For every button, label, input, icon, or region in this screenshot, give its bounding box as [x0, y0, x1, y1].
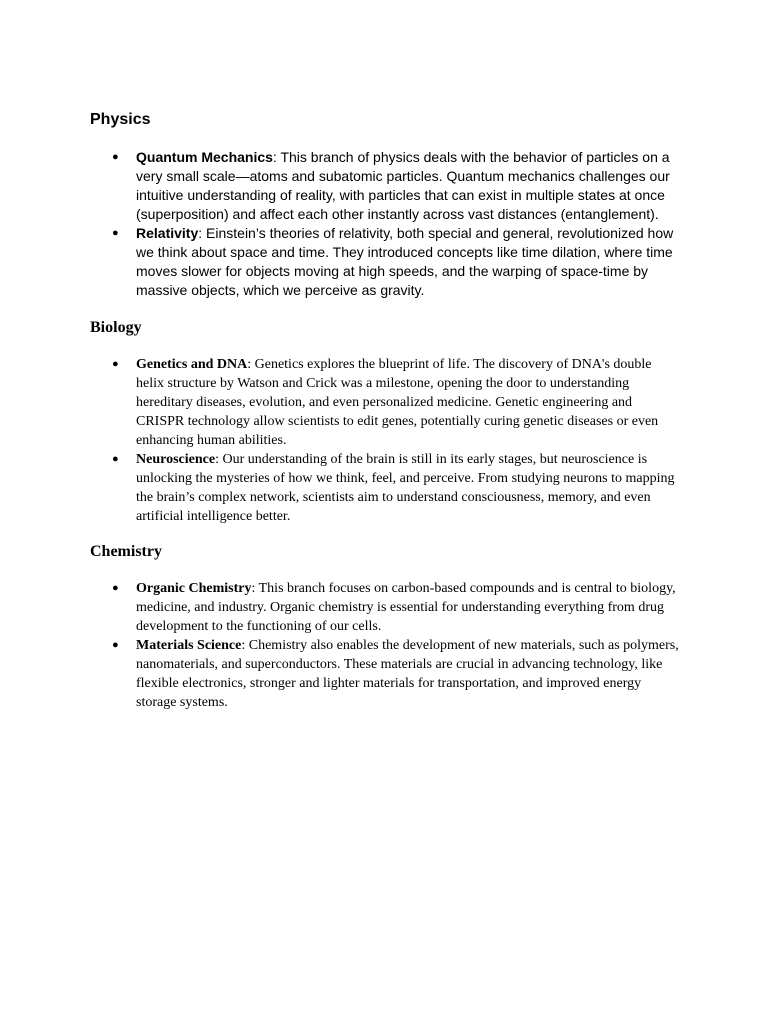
bullet-icon: ●	[112, 358, 119, 370]
bullet-icon: ●	[112, 453, 119, 465]
list-item-organic-chemistry	[90, 579, 680, 636]
list-item-neuroscience	[90, 450, 680, 526]
list-item-quantum-mechanics	[90, 148, 680, 224]
physics-heading: Physics	[90, 111, 151, 128]
chemistry-list	[90, 579, 690, 712]
physics-list	[90, 148, 690, 300]
bullet-icon: ●	[112, 151, 119, 163]
term-materials-science: Materials Science	[136, 638, 242, 653]
term-genetics-and-dna: Genetics and DNA	[136, 357, 248, 372]
description-organic-chemistry: : This branch focuses on carbon-based compounds and is central to biology, medicine, and industry. Organic chemistry is essential for understanding everything from drug development to the functioning of our cells.	[136, 581, 676, 634]
description-relativity: : Einstein’s theories of relativity, both special and general, revolutionized how we think about space and time. They introduced concepts like time dilation, where time moves slower for objects moving at high speeds, and the warping of space-time by massive objects, which we perceive as gravity.	[136, 225, 674, 298]
list-item-genetics-and-dna	[90, 355, 680, 450]
physics-section	[90, 108, 690, 300]
bullet-icon: ●	[112, 639, 119, 651]
term-organic-chemistry: Organic Chemistry	[136, 581, 252, 596]
biology-heading: Biology	[90, 319, 142, 336]
bullet-icon: ●	[112, 227, 119, 239]
term-quantum-mechanics: Quantum Mechanics	[136, 149, 273, 165]
list-item-materials-science	[90, 636, 680, 712]
description-neuroscience: : Our understanding of the brain is still in its early stages, but neuroscience is unlocking the mysteries of how we think, feel, and perceive. From studying neurons to mapping the brain’s complex network, scientists aim to understand consciousness, memory, and even artificial intelligence better.	[136, 452, 675, 524]
bullet-icon: ●	[112, 582, 119, 594]
description-quantum-mechanics: : This branch of physics deals with the behavior of particles on a very small scale—atoms and subatomic particles. Quantum mechanics challenges our intuitive understanding of reality, with particles that can exist in multiple states at once (superposition) and affect each other instantly across vast distances (entanglement).	[136, 149, 670, 222]
description-materials-science: : Chemistry also enables the development of new materials, such as polymers, nanomaterials, and superconductors. These materials are crucial in advancing technology, like flexible electronics, stronger and lighter materials for transportation, and improved energy storage systems.	[136, 638, 679, 710]
term-relativity: Relativity	[136, 225, 199, 241]
list-item-relativity	[90, 224, 680, 300]
chemistry-heading: Chemistry	[90, 543, 162, 560]
biology-list	[90, 355, 690, 526]
chemistry-section	[90, 540, 690, 712]
biology-section	[90, 316, 690, 526]
term-neuroscience: Neuroscience	[136, 452, 216, 467]
description-genetics-and-dna: : Genetics explores the blueprint of life. The discovery of DNA's double helix structure by Watson and Crick was a milestone, opening the door to understanding hereditary diseases, evolution, and even personalized medicine. Genetic engineering and CRISPR technology allow scientists to edit genes, potentially curing genetic diseases or even enhancing human abilities.	[136, 357, 659, 448]
